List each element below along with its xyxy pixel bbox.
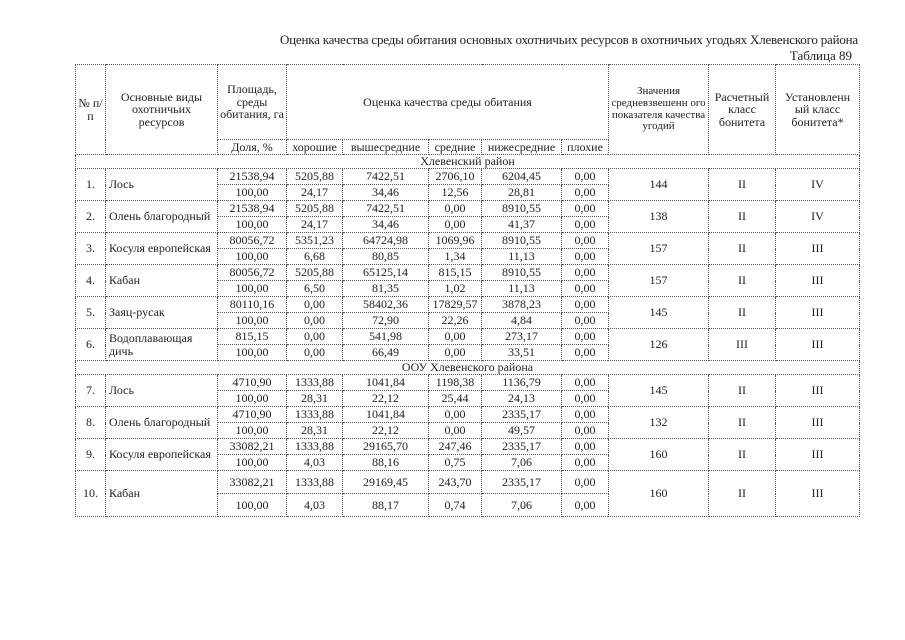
cell-good: 1333,88	[287, 471, 343, 494]
cell-area: 100,00	[218, 423, 287, 439]
header-set-class: Установленн ый класс бонитета*	[776, 65, 860, 155]
cell-good: 5205,88	[287, 169, 343, 185]
cell-avg: 1,02	[429, 281, 482, 297]
table-number: Таблица 89	[789, 48, 852, 63]
weighted-value: 157	[609, 265, 709, 297]
cell-avg: 247,46	[429, 439, 482, 455]
header-q-above: вышесредние	[343, 140, 429, 155]
table-row	[76, 407, 860, 423]
section-row	[76, 155, 860, 169]
cell-good: 1333,88	[287, 439, 343, 455]
cell-above: 58402,36	[343, 297, 429, 313]
cell-above: 88,16	[343, 455, 429, 471]
cell-above: 1041,84	[343, 375, 429, 391]
cell-bad: 0,00	[562, 423, 609, 439]
species-name: Косуля европейская	[106, 233, 218, 265]
cell-below: 11,13	[482, 249, 562, 265]
section-title: Хлевенский район	[76, 155, 860, 169]
cell-avg: 0,00	[429, 345, 482, 361]
table-row	[76, 201, 860, 217]
species-name: Лось	[106, 375, 218, 407]
set-class-value: III	[776, 233, 860, 265]
cell-below: 8910,55	[482, 201, 562, 217]
weighted-value: 138	[609, 201, 709, 233]
weighted-value: 145	[609, 375, 709, 407]
set-class-value: III	[776, 407, 860, 439]
cell-above: 29169,45	[343, 471, 429, 494]
header-area: Площадь, среды обитания, га	[218, 65, 287, 140]
species-name: Водоплавающая дичь	[106, 329, 218, 361]
calc-class-value: II	[709, 375, 776, 407]
cell-bad: 0,00	[562, 201, 609, 217]
cell-area: 100,00	[218, 494, 287, 517]
row-number: 10.	[76, 471, 106, 517]
calc-class-value: II	[709, 233, 776, 265]
table-row	[76, 329, 860, 345]
cell-good: 28,31	[287, 391, 343, 407]
cell-avg: 17829,57	[429, 297, 482, 313]
cell-below: 4,84	[482, 313, 562, 329]
calc-class-value: II	[709, 169, 776, 201]
cell-below: 28,81	[482, 185, 562, 201]
row-number: 6.	[76, 329, 106, 361]
cell-avg: 815,15	[429, 265, 482, 281]
cell-bad: 0,00	[562, 407, 609, 423]
cell-area: 100,00	[218, 249, 287, 265]
row-number: 3.	[76, 233, 106, 265]
weighted-value: 144	[609, 169, 709, 201]
header-weighted: Значения средневзвешенн ого показателя качества угодий	[609, 65, 709, 155]
cell-below: 2335,17	[482, 407, 562, 423]
cell-below: 273,17	[482, 329, 562, 345]
cell-below: 2335,17	[482, 471, 562, 494]
cell-bad: 0,00	[562, 375, 609, 391]
table-row	[76, 471, 860, 494]
calc-class-value: II	[709, 471, 776, 517]
cell-bad: 0,00	[562, 185, 609, 201]
cell-bad: 0,00	[562, 265, 609, 281]
cell-below: 7,06	[482, 494, 562, 517]
cell-area: 100,00	[218, 345, 287, 361]
table-row	[76, 169, 860, 185]
cell-avg: 1069,96	[429, 233, 482, 249]
set-class-value: III	[776, 265, 860, 297]
cell-area: 33082,21	[218, 471, 287, 494]
header-q-below: нижесредние	[482, 140, 562, 155]
weighted-value: 160	[609, 471, 709, 517]
cell-good: 4,03	[287, 494, 343, 517]
cell-avg: 0,00	[429, 201, 482, 217]
cell-below: 33,51	[482, 345, 562, 361]
header-num: № п/п	[76, 65, 106, 155]
cell-bad: 0,00	[562, 233, 609, 249]
calc-class-value: II	[709, 407, 776, 439]
cell-above: 22,12	[343, 391, 429, 407]
section-row	[76, 361, 860, 375]
species-name: Лось	[106, 169, 218, 201]
cell-above: 1041,84	[343, 407, 429, 423]
set-class-value: III	[776, 297, 860, 329]
cell-bad: 0,00	[562, 391, 609, 407]
cell-above: 88,17	[343, 494, 429, 517]
cell-good: 1333,88	[287, 375, 343, 391]
header-quality: Оценка качества среды обитания	[287, 65, 609, 140]
cell-avg: 0,00	[429, 407, 482, 423]
set-class-value: IV	[776, 201, 860, 233]
cell-bad: 0,00	[562, 455, 609, 471]
cell-above: 7422,51	[343, 201, 429, 217]
cell-good: 6,68	[287, 249, 343, 265]
row-number: 8.	[76, 407, 106, 439]
cell-below: 1136,79	[482, 375, 562, 391]
cell-good: 5205,88	[287, 265, 343, 281]
table-row	[76, 233, 860, 249]
cell-bad: 0,00	[562, 439, 609, 455]
cell-bad: 0,00	[562, 217, 609, 233]
species-name: Косуля европейская	[106, 439, 218, 471]
cell-bad: 0,00	[562, 313, 609, 329]
cell-bad: 0,00	[562, 249, 609, 265]
cell-below: 41,37	[482, 217, 562, 233]
cell-bad: 0,00	[562, 345, 609, 361]
calc-class-value: II	[709, 297, 776, 329]
calc-class-value: III	[709, 329, 776, 361]
cell-avg: 243,70	[429, 471, 482, 494]
species-name: Олень благородный	[106, 201, 218, 233]
cell-good: 5351,23	[287, 233, 343, 249]
cell-good: 1333,88	[287, 407, 343, 423]
cell-area: 100,00	[218, 391, 287, 407]
cell-below: 6204,45	[482, 169, 562, 185]
cell-area: 21538,94	[218, 169, 287, 185]
cell-good: 0,00	[287, 329, 343, 345]
header-area-share: Доля, %	[218, 140, 287, 155]
cell-good: 5205,88	[287, 201, 343, 217]
cell-below: 8910,55	[482, 233, 562, 249]
cell-good: 4,03	[287, 455, 343, 471]
cell-below: 7,06	[482, 455, 562, 471]
cell-above: 34,46	[343, 217, 429, 233]
table-row	[76, 375, 860, 391]
species-name: Олень благородный	[106, 407, 218, 439]
row-number: 7.	[76, 375, 106, 407]
cell-above: 541,98	[343, 329, 429, 345]
row-number: 1.	[76, 169, 106, 201]
cell-area: 21538,94	[218, 201, 287, 217]
weighted-value: 145	[609, 297, 709, 329]
table-row	[76, 439, 860, 455]
cell-good: 28,31	[287, 423, 343, 439]
cell-good: 6,50	[287, 281, 343, 297]
set-class-value: IV	[776, 169, 860, 201]
cell-area: 80110,16	[218, 297, 287, 313]
section-title: ООУ Хлевенского района	[76, 361, 860, 375]
table-row	[76, 297, 860, 313]
cell-area: 4710,90	[218, 375, 287, 391]
table-row	[76, 265, 860, 281]
cell-above: 22,12	[343, 423, 429, 439]
cell-above: 65125,14	[343, 265, 429, 281]
cell-area: 80056,72	[218, 265, 287, 281]
cell-above: 66,49	[343, 345, 429, 361]
cell-area: 100,00	[218, 281, 287, 297]
cell-above: 64724,98	[343, 233, 429, 249]
calc-class-value: II	[709, 201, 776, 233]
cell-avg: 0,00	[429, 423, 482, 439]
cell-above: 80,85	[343, 249, 429, 265]
weighted-value: 160	[609, 439, 709, 471]
cell-avg: 0,00	[429, 329, 482, 345]
cell-below: 49,57	[482, 423, 562, 439]
cell-area: 100,00	[218, 217, 287, 233]
cell-below: 24,13	[482, 391, 562, 407]
cell-avg: 0,00	[429, 217, 482, 233]
cell-avg: 12,56	[429, 185, 482, 201]
cell-area: 100,00	[218, 313, 287, 329]
set-class-value: III	[776, 439, 860, 471]
calc-class-value: II	[709, 439, 776, 471]
species-name: Кабан	[106, 471, 218, 517]
set-class-value: III	[776, 329, 860, 361]
cell-avg: 22,26	[429, 313, 482, 329]
cell-below: 8910,55	[482, 265, 562, 281]
cell-below: 3878,23	[482, 297, 562, 313]
cell-good: 0,00	[287, 345, 343, 361]
header-q-good: хорошие	[287, 140, 343, 155]
cell-avg: 1,34	[429, 249, 482, 265]
header-q-bad: плохие	[562, 140, 609, 155]
cell-area: 815,15	[218, 329, 287, 345]
cell-above: 34,46	[343, 185, 429, 201]
cell-above: 29165,70	[343, 439, 429, 455]
row-number: 4.	[76, 265, 106, 297]
cell-bad: 0,00	[562, 471, 609, 494]
species-name: Заяц-русак	[106, 297, 218, 329]
header-q-avg: средние	[429, 140, 482, 155]
species-name: Кабан	[106, 265, 218, 297]
cell-area: 4710,90	[218, 407, 287, 423]
weighted-value: 126	[609, 329, 709, 361]
header-calc-class: Расчетный класс бонитета	[709, 65, 776, 155]
cell-below: 11,13	[482, 281, 562, 297]
row-number: 5.	[76, 297, 106, 329]
cell-bad: 0,00	[562, 281, 609, 297]
cell-above: 72,90	[343, 313, 429, 329]
cell-good: 24,17	[287, 185, 343, 201]
habitat-quality-table	[75, 64, 860, 517]
weighted-value: 157	[609, 233, 709, 265]
row-number: 9.	[76, 439, 106, 471]
cell-above: 81,35	[343, 281, 429, 297]
cell-good: 0,00	[287, 297, 343, 313]
cell-avg: 0,75	[429, 455, 482, 471]
cell-avg: 2706,10	[429, 169, 482, 185]
weighted-value: 132	[609, 407, 709, 439]
cell-bad: 0,00	[562, 297, 609, 313]
cell-bad: 0,00	[562, 329, 609, 345]
calc-class-value: II	[709, 265, 776, 297]
cell-bad: 0,00	[562, 169, 609, 185]
cell-area: 80056,72	[218, 233, 287, 249]
cell-below: 2335,17	[482, 439, 562, 455]
cell-area: 33082,21	[218, 439, 287, 455]
cell-good: 24,17	[287, 217, 343, 233]
header-species: Основные виды охотничьих ресурсов	[106, 65, 218, 155]
set-class-value: III	[776, 471, 860, 517]
cell-area: 100,00	[218, 455, 287, 471]
cell-good: 0,00	[287, 313, 343, 329]
cell-avg: 1198,38	[429, 375, 482, 391]
cell-avg: 25,44	[429, 391, 482, 407]
cell-area: 100,00	[218, 185, 287, 201]
set-class-value: III	[776, 375, 860, 407]
row-number: 2.	[76, 201, 106, 233]
cell-avg: 0,74	[429, 494, 482, 517]
cell-above: 7422,51	[343, 169, 429, 185]
table-title: Оценка качества среды обитания основных охотничьих ресурсов в охотничьих угодьях Хлевенского района	[279, 32, 858, 47]
cell-bad: 0,00	[562, 494, 609, 517]
